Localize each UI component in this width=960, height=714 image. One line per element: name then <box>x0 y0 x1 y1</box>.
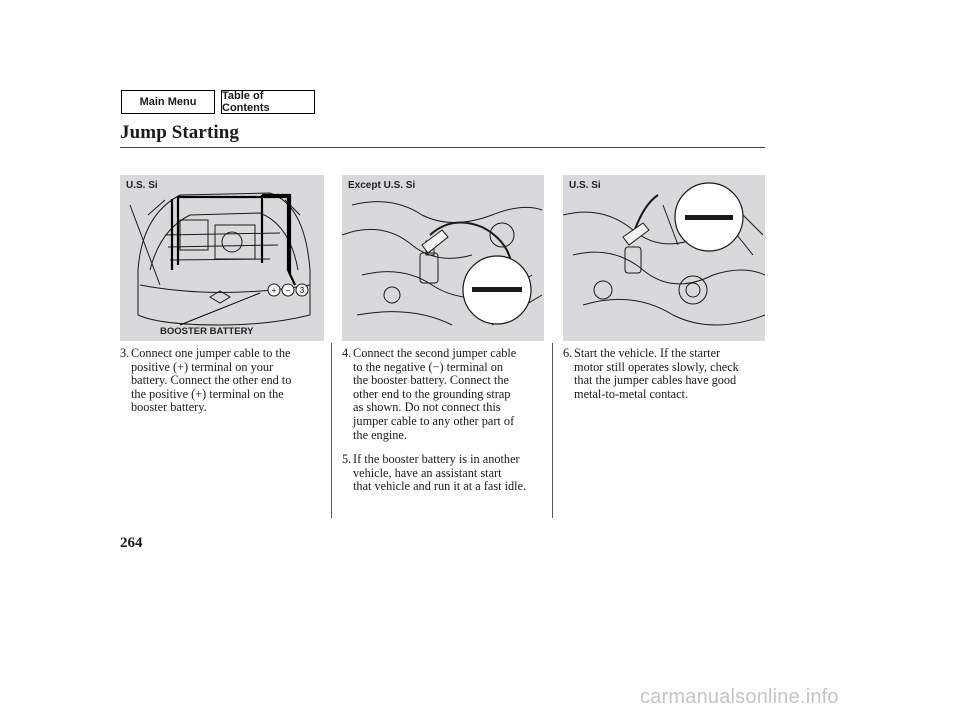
step-text: Connect one jumper cable to the positive (+) terminal on your battery. Connect the other end to the positive (+) terminal on the booster battery. <box>131 346 292 415</box>
step-number: 3. <box>120 346 130 360</box>
figure-label: Except U.S. Si <box>348 180 416 191</box>
column-divider <box>331 343 332 518</box>
figure-grounding-strap-except-us-si <box>342 175 544 341</box>
figure-engine-bay-us-si <box>120 175 324 341</box>
grounding-strap-illustration-si <box>563 175 765 341</box>
svg-text:+: + <box>271 286 277 295</box>
figure-grounding-strap-us-si <box>563 175 765 341</box>
title-divider <box>120 147 765 148</box>
step-number: 4. <box>342 346 352 360</box>
step-number: 6. <box>563 346 573 360</box>
step-4 <box>342 347 552 442</box>
step-text: If the booster battery is in another vehicle, have an assistant start that vehicle and run it at a fast idle. <box>353 452 527 494</box>
figure-label: U.S. Si <box>126 180 158 191</box>
figure-label: U.S. Si <box>569 180 601 191</box>
booster-battery-callout: BOOSTER BATTERY <box>160 326 254 337</box>
svg-text:−: − <box>285 286 291 295</box>
svg-text:3: 3 <box>299 286 305 295</box>
step-text: Start the vehicle. If the starter motor still operates slowly, check that the jumper cables have good metal-to-metal contact. <box>574 346 739 401</box>
step-3 <box>120 347 330 415</box>
column-divider <box>552 343 553 518</box>
step-5 <box>342 453 552 494</box>
step-6 <box>563 347 773 401</box>
step-text: Connect the second jumper cable to the negative (−) terminal on the booster battery. Connect the other end to the grounding strap as shown. Do not connect this jumper cable to any other part of the engine. <box>353 346 517 442</box>
engine-bay-illustration <box>120 175 324 341</box>
main-menu-button[interactable]: Main Menu <box>121 90 215 114</box>
watermark: carmanualsonline.info <box>640 686 839 708</box>
page-number: 264 <box>120 535 143 551</box>
step-number: 5. <box>342 452 352 466</box>
grounding-strap-illustration <box>342 175 544 341</box>
table-of-contents-button[interactable]: Table of Contents <box>221 90 315 114</box>
page-title: Jump Starting <box>120 122 240 143</box>
